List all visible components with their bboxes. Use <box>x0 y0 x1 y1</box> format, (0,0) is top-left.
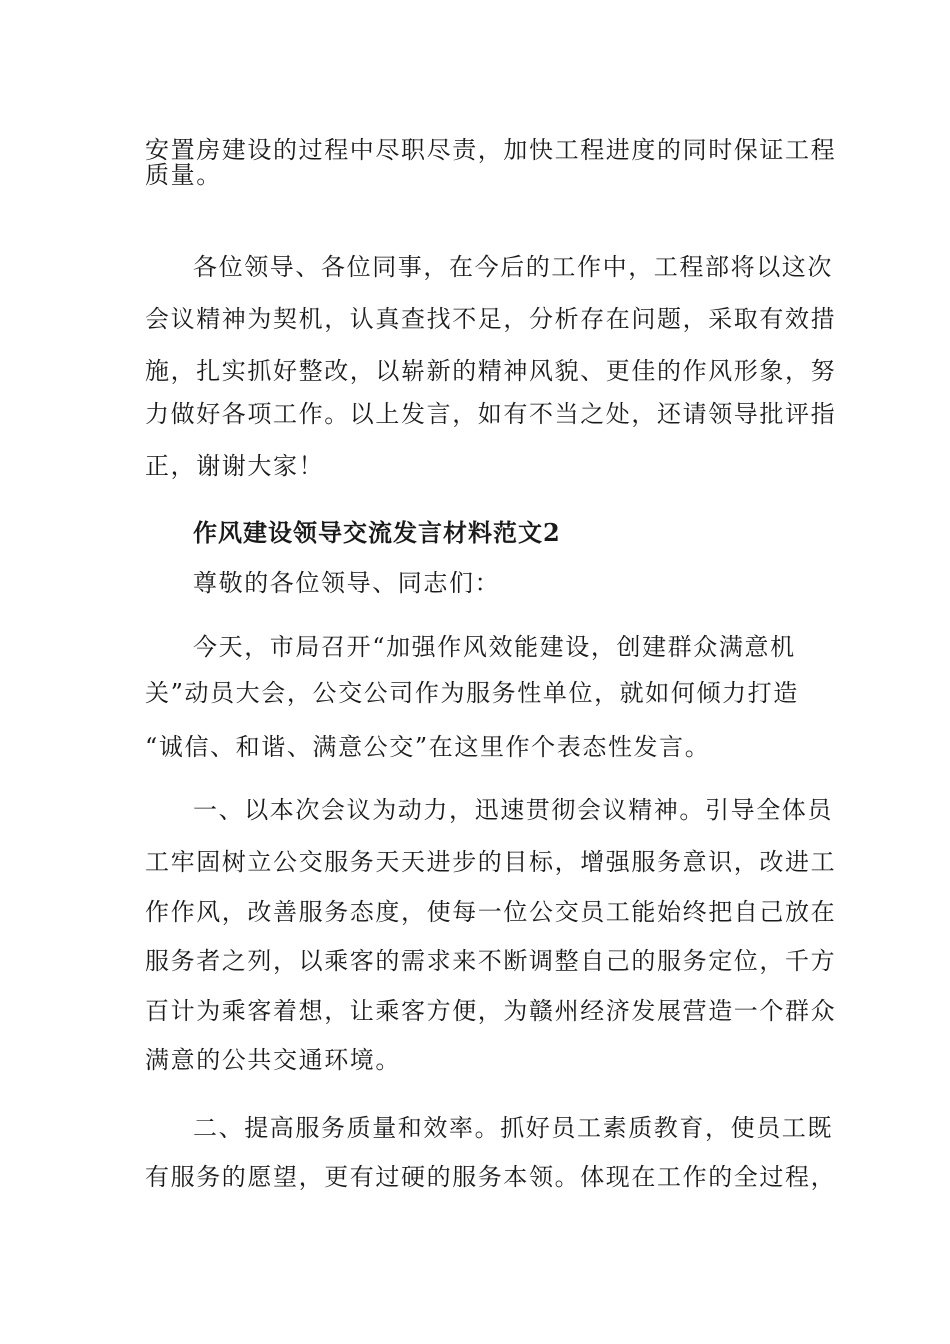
paragraph-line: 满意的公共交通环境。 <box>145 1046 401 1074</box>
paragraph-line: 今天，市局召开“加强作风效能建设，创建群众满意机 <box>193 633 796 661</box>
paragraph-line: 力做好各项工作。以上发言，如有不当之处，还请领导批评指 <box>145 400 837 428</box>
paragraph-line: 安置房建设的过程中尽职尽责，加快工程进度的同时保证工程 <box>145 136 837 164</box>
paragraph-line: 会议精神为契机，认真查找不足，分析存在问题，采取有效措 <box>145 305 837 333</box>
paragraph-line: 正，谢谢大家！ <box>145 452 325 480</box>
paragraph-line: 百计为乘客着想，让乘客方便，为赣州经济发展营造一个群众 <box>145 997 837 1025</box>
salutation: 尊敬的各位领导、同志们： <box>193 569 501 597</box>
paragraph-line: 二、提高服务质量和效率。抓好员工素质教育，使员工既 <box>193 1114 833 1142</box>
paragraph-line: 有服务的愿望，更有过硬的服务本领。体现在工作的全过程， <box>145 1163 837 1191</box>
paragraph-line: 各位领导、各位同事，在今后的工作中，工程部将以这次 <box>193 253 833 281</box>
paragraph-line: 关”动员大会，公交公司作为服务性单位，就如何倾力打造 <box>145 679 799 707</box>
paragraph-line: 质量。 <box>145 161 222 189</box>
section-heading: 作风建设领导交流发言材料范文2 <box>193 518 561 547</box>
paragraph-line: 作作风，改善服务态度，使每一位公交员工能始终把自己放在 <box>145 898 837 926</box>
paragraph-line: 服务者之列，以乘客的需求来不断调整自己的服务定位，千方 <box>145 947 837 975</box>
paragraph-line: 工牢固树立公交服务天天进步的目标，增强服务意识，改进工 <box>145 848 837 876</box>
paragraph-line: “诚信、和谐、满意公交”在这里作个表态性发言。 <box>145 733 711 761</box>
paragraph-line: 施，扎实抓好整改，以崭新的精神风貌、更佳的作风形象，努 <box>145 357 837 385</box>
paragraph-line: 一、以本次会议为动力，迅速贯彻会议精神。引导全体员 <box>193 796 833 824</box>
